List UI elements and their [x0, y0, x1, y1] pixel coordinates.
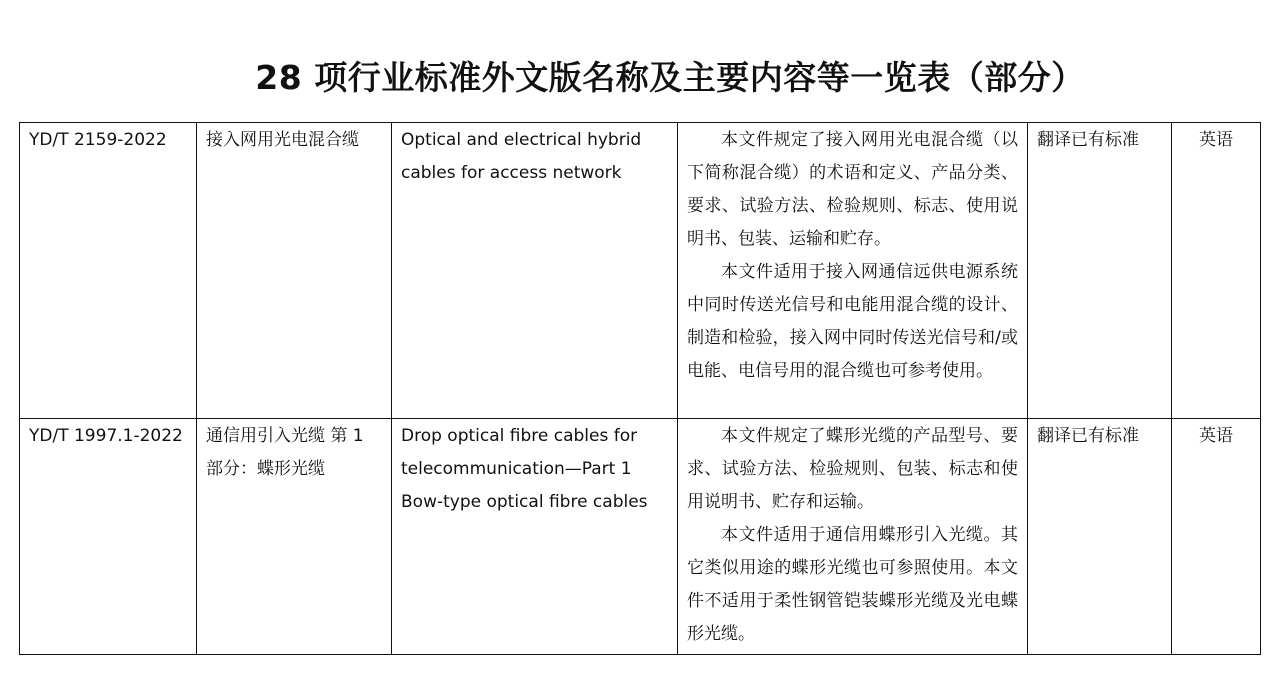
main-content-cell: [678, 419, 1028, 655]
table-row: [20, 419, 1261, 655]
english-name-cell: Optical and electrical hybrid cables for access network: [392, 123, 678, 419]
content-paragraph: 本文件规定了接入网用光电混合缆（以下简称混合缆）的术语和定义、产品分类、要求、试验方法、检验规则、标志、使用说明书、包装、运输和贮存。: [687, 130, 1018, 249]
table-row: [20, 123, 1261, 419]
language-cell: 英语: [1172, 123, 1261, 419]
translation-type-cell: 翻译已有标准: [1028, 123, 1172, 419]
content-paragraph: 本文件规定了蝶形光缆的产品型号、要求、试验方法、检验规则、包装、标志和使用说明书、贮存和运输。: [687, 426, 1018, 512]
main-content-cell: [678, 123, 1028, 419]
english-name-cell: Drop optical fibre cables for telecommunication—Part 1 Bow-type optical fibre cables: [392, 419, 678, 655]
language-cell: 英语: [1172, 419, 1261, 655]
chinese-name-cell: 通信用引入光缆 第 1 部分：蝶形光缆: [197, 419, 392, 655]
content-paragraph: 本文件适用于接入网通信远供电源系统中同时传送光信号和电能用混合缆的设计、制造和检验，接入网中同时传送光信号和/或电能、电信号用的混合缆也可参考使用。: [687, 262, 1018, 381]
standard-code-cell: YD/T 2159-2022: [20, 123, 197, 419]
standard-code-cell: YD/T 1997.1-2022: [20, 419, 197, 655]
chinese-name-cell: 接入网用光电混合缆: [197, 123, 392, 419]
page-title: 28 项行业标准外文版名称及主要内容等一览表（部分）: [255, 58, 1085, 97]
translation-type-cell: 翻译已有标准: [1028, 419, 1172, 655]
standards-table: [19, 122, 1261, 655]
content-paragraph: 本文件适用于通信用蝶形引入光缆。其它类似用途的蝶形光缆也可参照使用。本文件不适用于柔性钢管铠装蝶形光缆及光电蝶形光缆。: [687, 525, 1018, 644]
